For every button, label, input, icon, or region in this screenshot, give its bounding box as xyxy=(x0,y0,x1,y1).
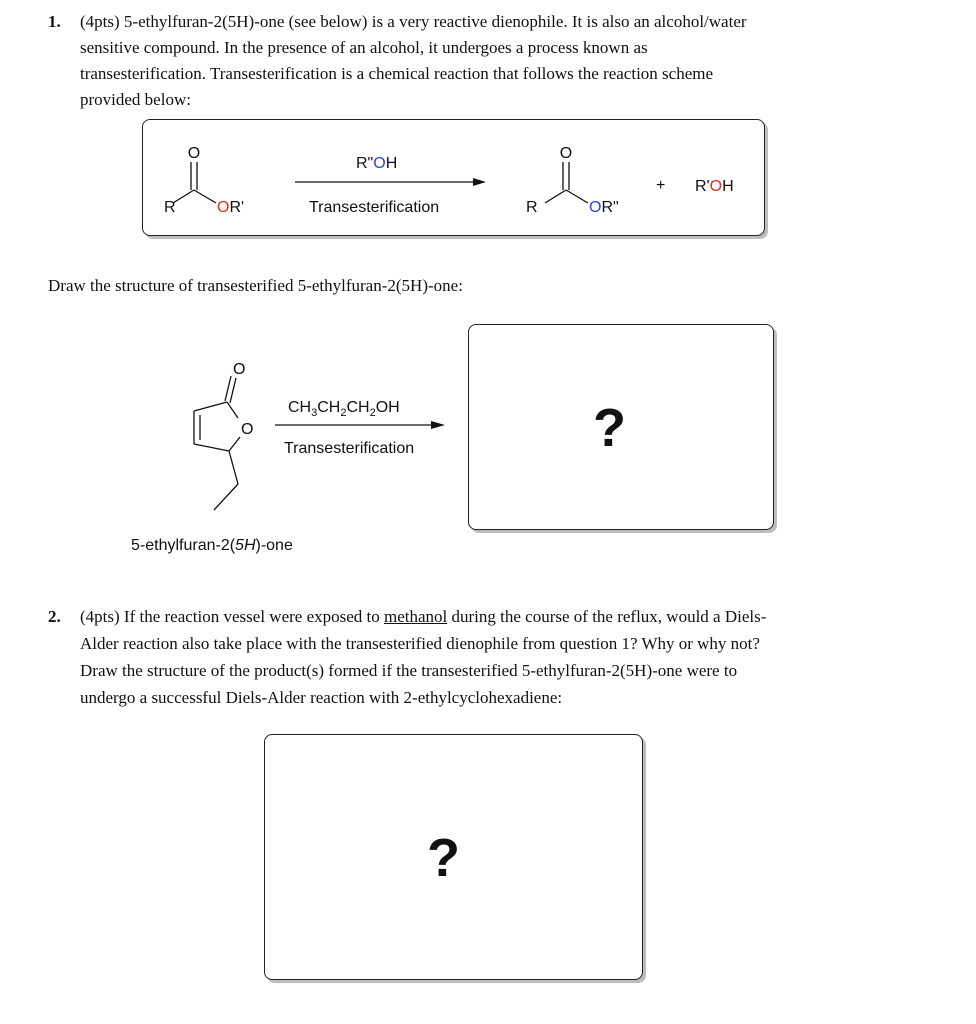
arrow-label: Transesterification xyxy=(309,199,440,216)
r-prime-label: R' xyxy=(229,199,245,216)
carbonyl-oxygen-label: O xyxy=(187,145,201,162)
carbonyl-oxygen-label: O xyxy=(233,361,246,378)
ester-oxygen-label: O xyxy=(217,199,230,216)
question-1-text-line: transesterification. Transesterification is a chemical reaction that follows the reaction scheme xyxy=(80,64,714,83)
arrow-label: Transesterification xyxy=(284,440,415,457)
compound-name: 5-ethylfuran-2(5H)-one xyxy=(131,537,293,554)
ring-oxygen-label: O xyxy=(241,421,254,438)
question-2-text-line: Draw the structure of the product(s) formed if the transesterified 5-ethylfuran-2(5H)-one were to xyxy=(80,661,738,680)
question-1-prompt: Draw the structure of transesterified 5-ethylfuran-2(5H)-one: xyxy=(48,276,463,295)
question-1-number: 1. xyxy=(48,12,61,31)
svg-text:R"OH: R"OH xyxy=(356,155,398,172)
question-2-text-line: undergo a successful Diels-Alder reaction with 2-ethylcyclohexadiene: xyxy=(80,688,563,707)
question-1-text-line: sensitive compound. In the presence of an alcohol, it undergoes a process known as xyxy=(80,38,648,57)
transesterification-scheme xyxy=(143,120,764,235)
question-mark-placeholder: ? xyxy=(593,398,626,458)
svg-text:R'OH: R'OH xyxy=(695,178,734,195)
question-2-number: 2. xyxy=(48,607,61,626)
svg-text:R: R xyxy=(526,199,538,216)
reagent-propanol: $CH_3CH_2CH_2OH$ xyxy=(288,399,400,419)
transesterification-scheme-box xyxy=(142,119,765,236)
underlined-methanol: methanol xyxy=(384,607,448,626)
furanone-reaction xyxy=(120,350,460,560)
svg-text:OR": OR" xyxy=(589,199,619,216)
question-2-text-line xyxy=(80,607,766,627)
r-group-label: R xyxy=(164,199,176,216)
question-mark-placeholder: ? xyxy=(427,828,460,888)
plus-sign: + xyxy=(656,177,666,194)
svg-text:OR' xyxy=(217,199,244,216)
svg-text:O: O xyxy=(559,145,573,162)
question-1-text-line: (4pts) 5-ethylfuran-2(5H)-one (see below) is a very reactive dienophile. It is also an alcohol/water xyxy=(80,12,747,31)
answer-box-question-1[interactable] xyxy=(468,324,774,530)
text-segment: (4pts) If the reaction vessel were exposed to xyxy=(80,607,384,626)
question-1-text-line: provided below: xyxy=(80,90,191,109)
answer-box-question-2[interactable] xyxy=(264,734,643,980)
text-segment: during the course of the reflux, would a Diels- xyxy=(447,607,767,626)
question-2-text-line: Alder reaction also take place with the transesterified dienophile from question 1? Why or why not? xyxy=(80,634,760,653)
